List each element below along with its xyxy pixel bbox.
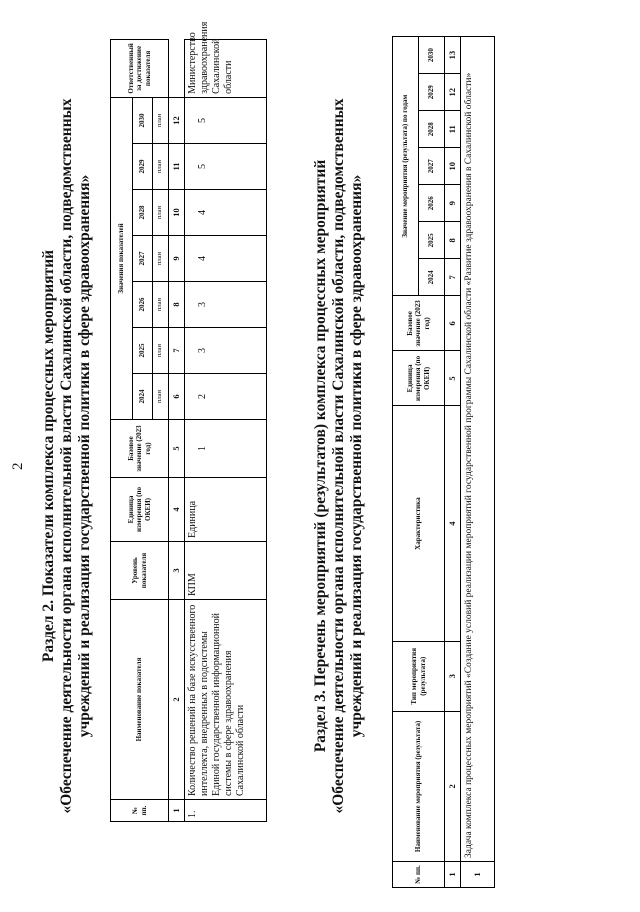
year-header: 2027 — [133, 236, 153, 282]
column-number: 9 — [445, 185, 461, 222]
indicator-level: КПМ — [185, 542, 267, 600]
column-number: 2 — [445, 711, 461, 861]
column-number: 10 — [445, 148, 461, 185]
header-num: № пп. — [393, 861, 445, 887]
year-header: 2024 — [133, 374, 153, 420]
row-number: 1 — [461, 861, 495, 887]
column-number: 13 — [445, 37, 461, 74]
year-header: 2028 — [133, 190, 153, 236]
column-number: 11 — [169, 144, 185, 190]
year-value: 3 — [185, 328, 267, 374]
year-header: 2029 — [133, 144, 153, 190]
header-num: № пп. — [111, 800, 169, 822]
column-number: 6 — [445, 296, 461, 351]
header-unit: Единица измерения (по ОКЕИ) — [393, 351, 445, 406]
header-values-group: Значение мероприятия (результата) по годам — [393, 37, 419, 296]
year-header: 2024 — [419, 259, 445, 296]
column-number: 8 — [169, 282, 185, 328]
year-value: 4 — [185, 190, 267, 236]
column-number: 1 — [169, 800, 185, 822]
plan-label: план — [153, 236, 169, 282]
column-number: 7 — [169, 328, 185, 374]
section3-subtitle-line1: «Обеспечение деятельности органа исполнительной власти Сахалинской области, подведомственных — [330, 98, 347, 814]
responsible: Министерство здравоохранения Сахалинской области — [185, 39, 267, 97]
year-header: 2025 — [133, 328, 153, 374]
activities-table — [392, 36, 495, 888]
header-indicator-name: Наименование показателя — [111, 600, 169, 800]
column-number: 9 — [169, 236, 185, 282]
plan-label: план — [153, 97, 169, 143]
year-header: 2026 — [419, 185, 445, 222]
year-value: 5 — [185, 97, 267, 143]
section2-subtitle-line2: учреждений и реализация государственной политики в сфере здравоохранения» — [76, 174, 93, 738]
year-header: 2028 — [419, 111, 445, 148]
column-number: 3 — [445, 641, 461, 711]
column-number: 2 — [169, 600, 185, 800]
column-number: 11 — [445, 111, 461, 148]
column-number: 6 — [169, 374, 185, 420]
header-unit: Единица измерения (по ОКЕИ) — [111, 478, 169, 542]
header-activity-type: Тип мероприятия (результата) — [393, 641, 445, 711]
task-description: Задача комплекса процессных мероприятий «Создание условий реализации мероприятий государственной программы Сахалинской области «Развитие здравоохранения в Сахалинской области» — [461, 37, 495, 862]
indicator-unit: Единица — [185, 478, 267, 542]
plan-label: план — [153, 328, 169, 374]
year-value: 3 — [185, 282, 267, 328]
header-base-value: Базовое значение (2023 год) — [393, 296, 445, 351]
year-header: 2025 — [419, 222, 445, 259]
page-number: 2 — [10, 462, 26, 470]
plan-label: план — [153, 282, 169, 328]
year-header: 2027 — [419, 148, 445, 185]
section3-title: Раздел 3. Перечень мероприятий (результатов) комплекса процессных мероприятий — [312, 159, 329, 753]
header-values-group: Значения показателей — [111, 97, 133, 419]
section2-title: Раздел 2. Показатели комплекса процессных мероприятий — [40, 249, 57, 663]
header-activity-name: Наименование мероприятия (результата) — [393, 711, 445, 861]
header-responsible: Ответственный за достижение показателя — [111, 39, 169, 97]
header-level: Уровень показателя — [111, 542, 169, 600]
year-header: 2030 — [133, 97, 153, 143]
row-number: 1. — [185, 800, 267, 822]
column-number: 10 — [169, 190, 185, 236]
base-value: 1 — [185, 420, 267, 478]
column-number: 5 — [445, 351, 461, 406]
year-header: 2026 — [133, 282, 153, 328]
column-number: 5 — [169, 420, 185, 478]
plan-label: план — [153, 190, 169, 236]
year-value: 2 — [185, 374, 267, 420]
year-header: 2030 — [419, 37, 445, 74]
header-description: Характеристика — [393, 406, 445, 641]
indicators-table — [110, 21, 267, 822]
header-base-value: Базовое значение (2023 год) — [111, 420, 169, 478]
section3-subtitle-line2: учреждений и реализация государственной политики в сфере здравоохранения» — [348, 174, 365, 738]
year-value: 4 — [185, 236, 267, 282]
plan-label: план — [153, 374, 169, 420]
column-number: 8 — [445, 222, 461, 259]
year-header: 2029 — [419, 74, 445, 111]
column-number: 3 — [169, 542, 185, 600]
column-number: 7 — [445, 259, 461, 296]
column-number: 12 — [169, 97, 185, 143]
plan-label: план — [153, 144, 169, 190]
column-number: 1 — [445, 861, 461, 887]
year-value: 5 — [185, 144, 267, 190]
table-row — [185, 39, 267, 821]
column-number: 4 — [169, 478, 185, 542]
indicator-name: Количество решений на базе искусственного интеллекта, внедренных в подсистемы Единой государственной информационной системы в сфере здравоохранения Сахалинской области — [185, 600, 267, 800]
column-number: 12 — [445, 74, 461, 111]
section2-subtitle-line1: «Обеспечение деятельности органа исполнительной власти Сахалинской области, подведомственных — [58, 98, 75, 814]
table-row — [461, 37, 495, 888]
column-number: 4 — [445, 406, 461, 641]
